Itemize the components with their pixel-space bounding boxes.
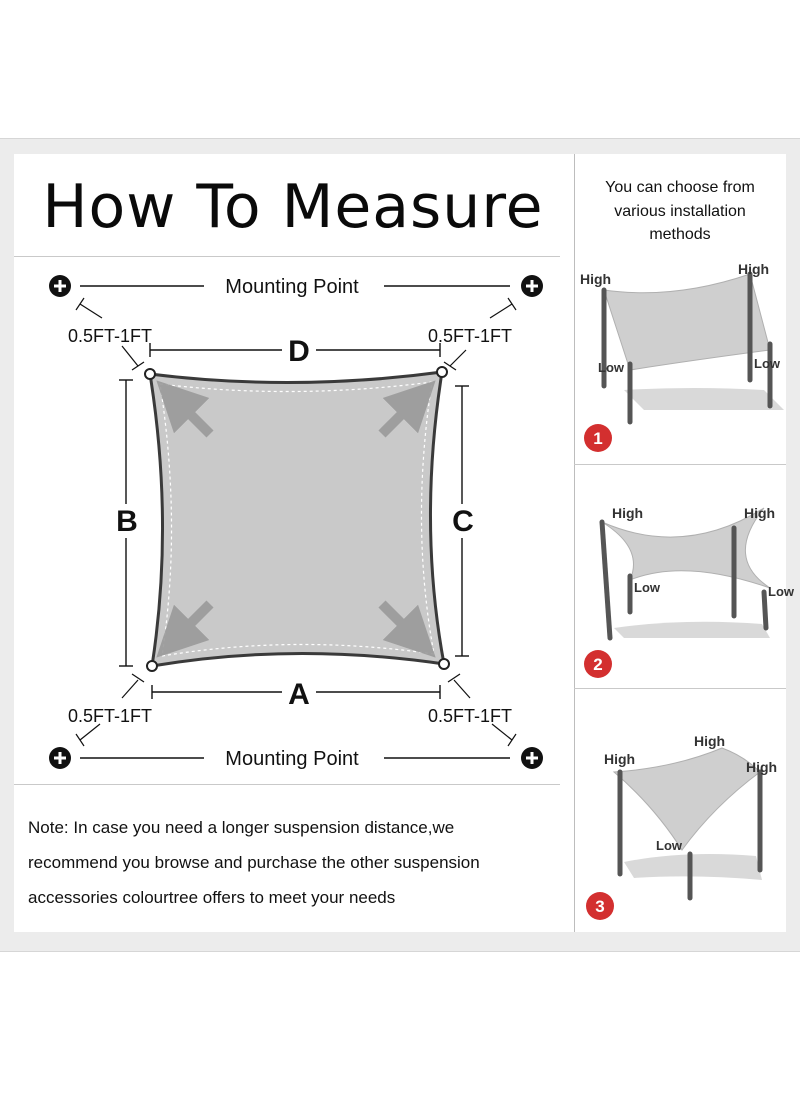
method-2-label-low-left: Low bbox=[634, 580, 660, 595]
method-1-number: 1 bbox=[593, 429, 603, 448]
side-label-b: B bbox=[116, 505, 138, 538]
intro-line-2: various installation bbox=[614, 202, 746, 220]
measure-guide-panel bbox=[14, 154, 794, 932]
ground-shadow-2 bbox=[614, 622, 770, 638]
sail-3 bbox=[614, 748, 760, 850]
method-1-label-low-left: Low bbox=[598, 360, 624, 375]
method-2-label-high-right: High bbox=[744, 505, 776, 521]
side-label-c: C bbox=[452, 505, 474, 538]
note-line-2: recommend you browse and purchase the other suspension bbox=[28, 853, 480, 872]
installation-methods-intro bbox=[580, 176, 780, 247]
mounting-point-icon-bottom-right bbox=[521, 747, 543, 769]
mounting-point-icon-top-right bbox=[521, 275, 543, 297]
measurement-diagram bbox=[14, 154, 574, 794]
installation-method-3 bbox=[574, 710, 786, 930]
mounting-point-icon-top-left bbox=[49, 275, 71, 297]
method-1-label-high-left: High bbox=[580, 271, 612, 287]
ground-shadow-1 bbox=[624, 388, 784, 410]
method-3-label-low: Low bbox=[656, 838, 682, 853]
side-label-a: A bbox=[288, 678, 310, 711]
gap-label-top-left: 0.5FT-1FT bbox=[67, 326, 153, 346]
method-2-label-high-left: High bbox=[612, 505, 644, 521]
mounting-point-label-bottom: Mounting Point bbox=[225, 748, 359, 770]
ground-shadow-3 bbox=[624, 854, 762, 880]
method-3-label-high-right: High bbox=[746, 759, 778, 775]
method-2-label-low-right: Low bbox=[768, 584, 794, 599]
suspension-note bbox=[28, 810, 568, 915]
gap-label-bottom-right: 0.5FT-1FT bbox=[427, 706, 513, 726]
installation-method-2 bbox=[574, 488, 794, 708]
sail-1 bbox=[604, 274, 770, 370]
note-line-1: Note: In case you need a longer suspension distance,we bbox=[28, 818, 455, 837]
method-divider-1 bbox=[574, 464, 786, 465]
note-line-3: accessories colourtree offers to meet your needs bbox=[28, 888, 396, 907]
gap-label-bottom-left: 0.5FT-1FT bbox=[67, 706, 153, 726]
intro-line-1: You can choose from bbox=[605, 179, 755, 196]
method-3-number: 3 bbox=[595, 897, 605, 916]
intro-line-3: methods bbox=[649, 226, 711, 243]
installation-method-1 bbox=[574, 260, 786, 460]
method-3-label-high-left: High bbox=[604, 751, 636, 767]
method-3-label-high-center: High bbox=[694, 733, 726, 749]
page-title: How To Measure bbox=[42, 172, 544, 242]
mounting-point-label-top: Mounting Point bbox=[225, 276, 359, 298]
method-1-label-high-right: High bbox=[738, 261, 770, 277]
method-1-label-low-right: Low bbox=[754, 356, 780, 371]
mounting-point-icon-bottom-left bbox=[49, 747, 71, 769]
gap-label-top-right: 0.5FT-1FT bbox=[427, 326, 513, 346]
method-2-number: 2 bbox=[593, 655, 603, 674]
side-label-d: D bbox=[288, 335, 310, 368]
